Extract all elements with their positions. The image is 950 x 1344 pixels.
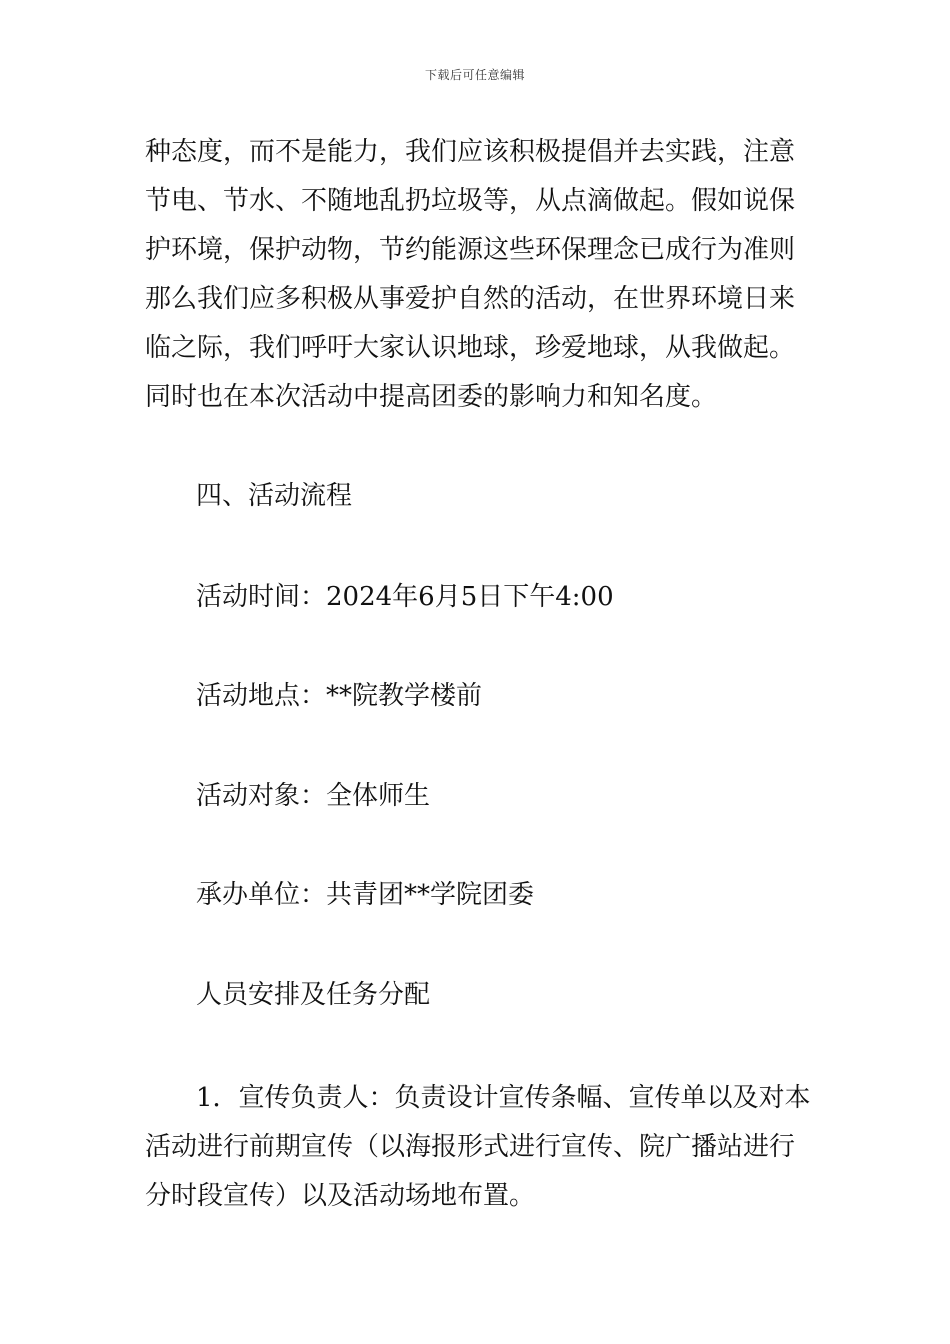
paragraph-line: 那么我们应多积极从事爱护自然的活动，在世界环境日来 [145,284,796,314]
activity-organizer: 承办单位：共青团**学院团委 [196,880,535,910]
paragraph-line: 同时也在本次活动中提高团委的影响力和知名度。 [145,382,718,412]
paragraph-line: 活动进行前期宣传（以海报形式进行宣传、院广播站进行 [145,1132,796,1162]
paragraph-line: 护环境，保护动物，节约能源这些环保理念已成行为准则 [145,235,796,265]
staffing-heading: 人员安排及任务分配 [196,980,431,1010]
item-1-paragraph [145,1074,810,1221]
activity-audience: 活动对象：全体师生 [196,781,431,811]
paragraph-line: 节电、节水、不随地乱扔垃圾等，从点滴做起。假如说保 [145,186,796,216]
header-note: 下载后可任意编辑 [424,68,525,82]
activity-place: 活动地点：**院教学楼前 [196,681,483,711]
intro-paragraph [145,128,810,422]
activity-time: 活动时间：2024年6月5日下午4:00 [196,582,614,612]
paragraph-line: 分时段宣传）以及活动场地布置。 [145,1181,536,1211]
paragraph-line: 临之际，我们呼吁大家认识地球，珍爱地球，从我做起。 [145,333,796,363]
paragraph-line: 1．宣传负责人：负责设计宣传条幅、宣传单以及对本 [196,1083,811,1113]
paragraph-line: 种态度，而不是能力，我们应该积极提倡并去实践，注意 [145,137,796,167]
section-heading: 四、活动流程 [196,481,353,511]
